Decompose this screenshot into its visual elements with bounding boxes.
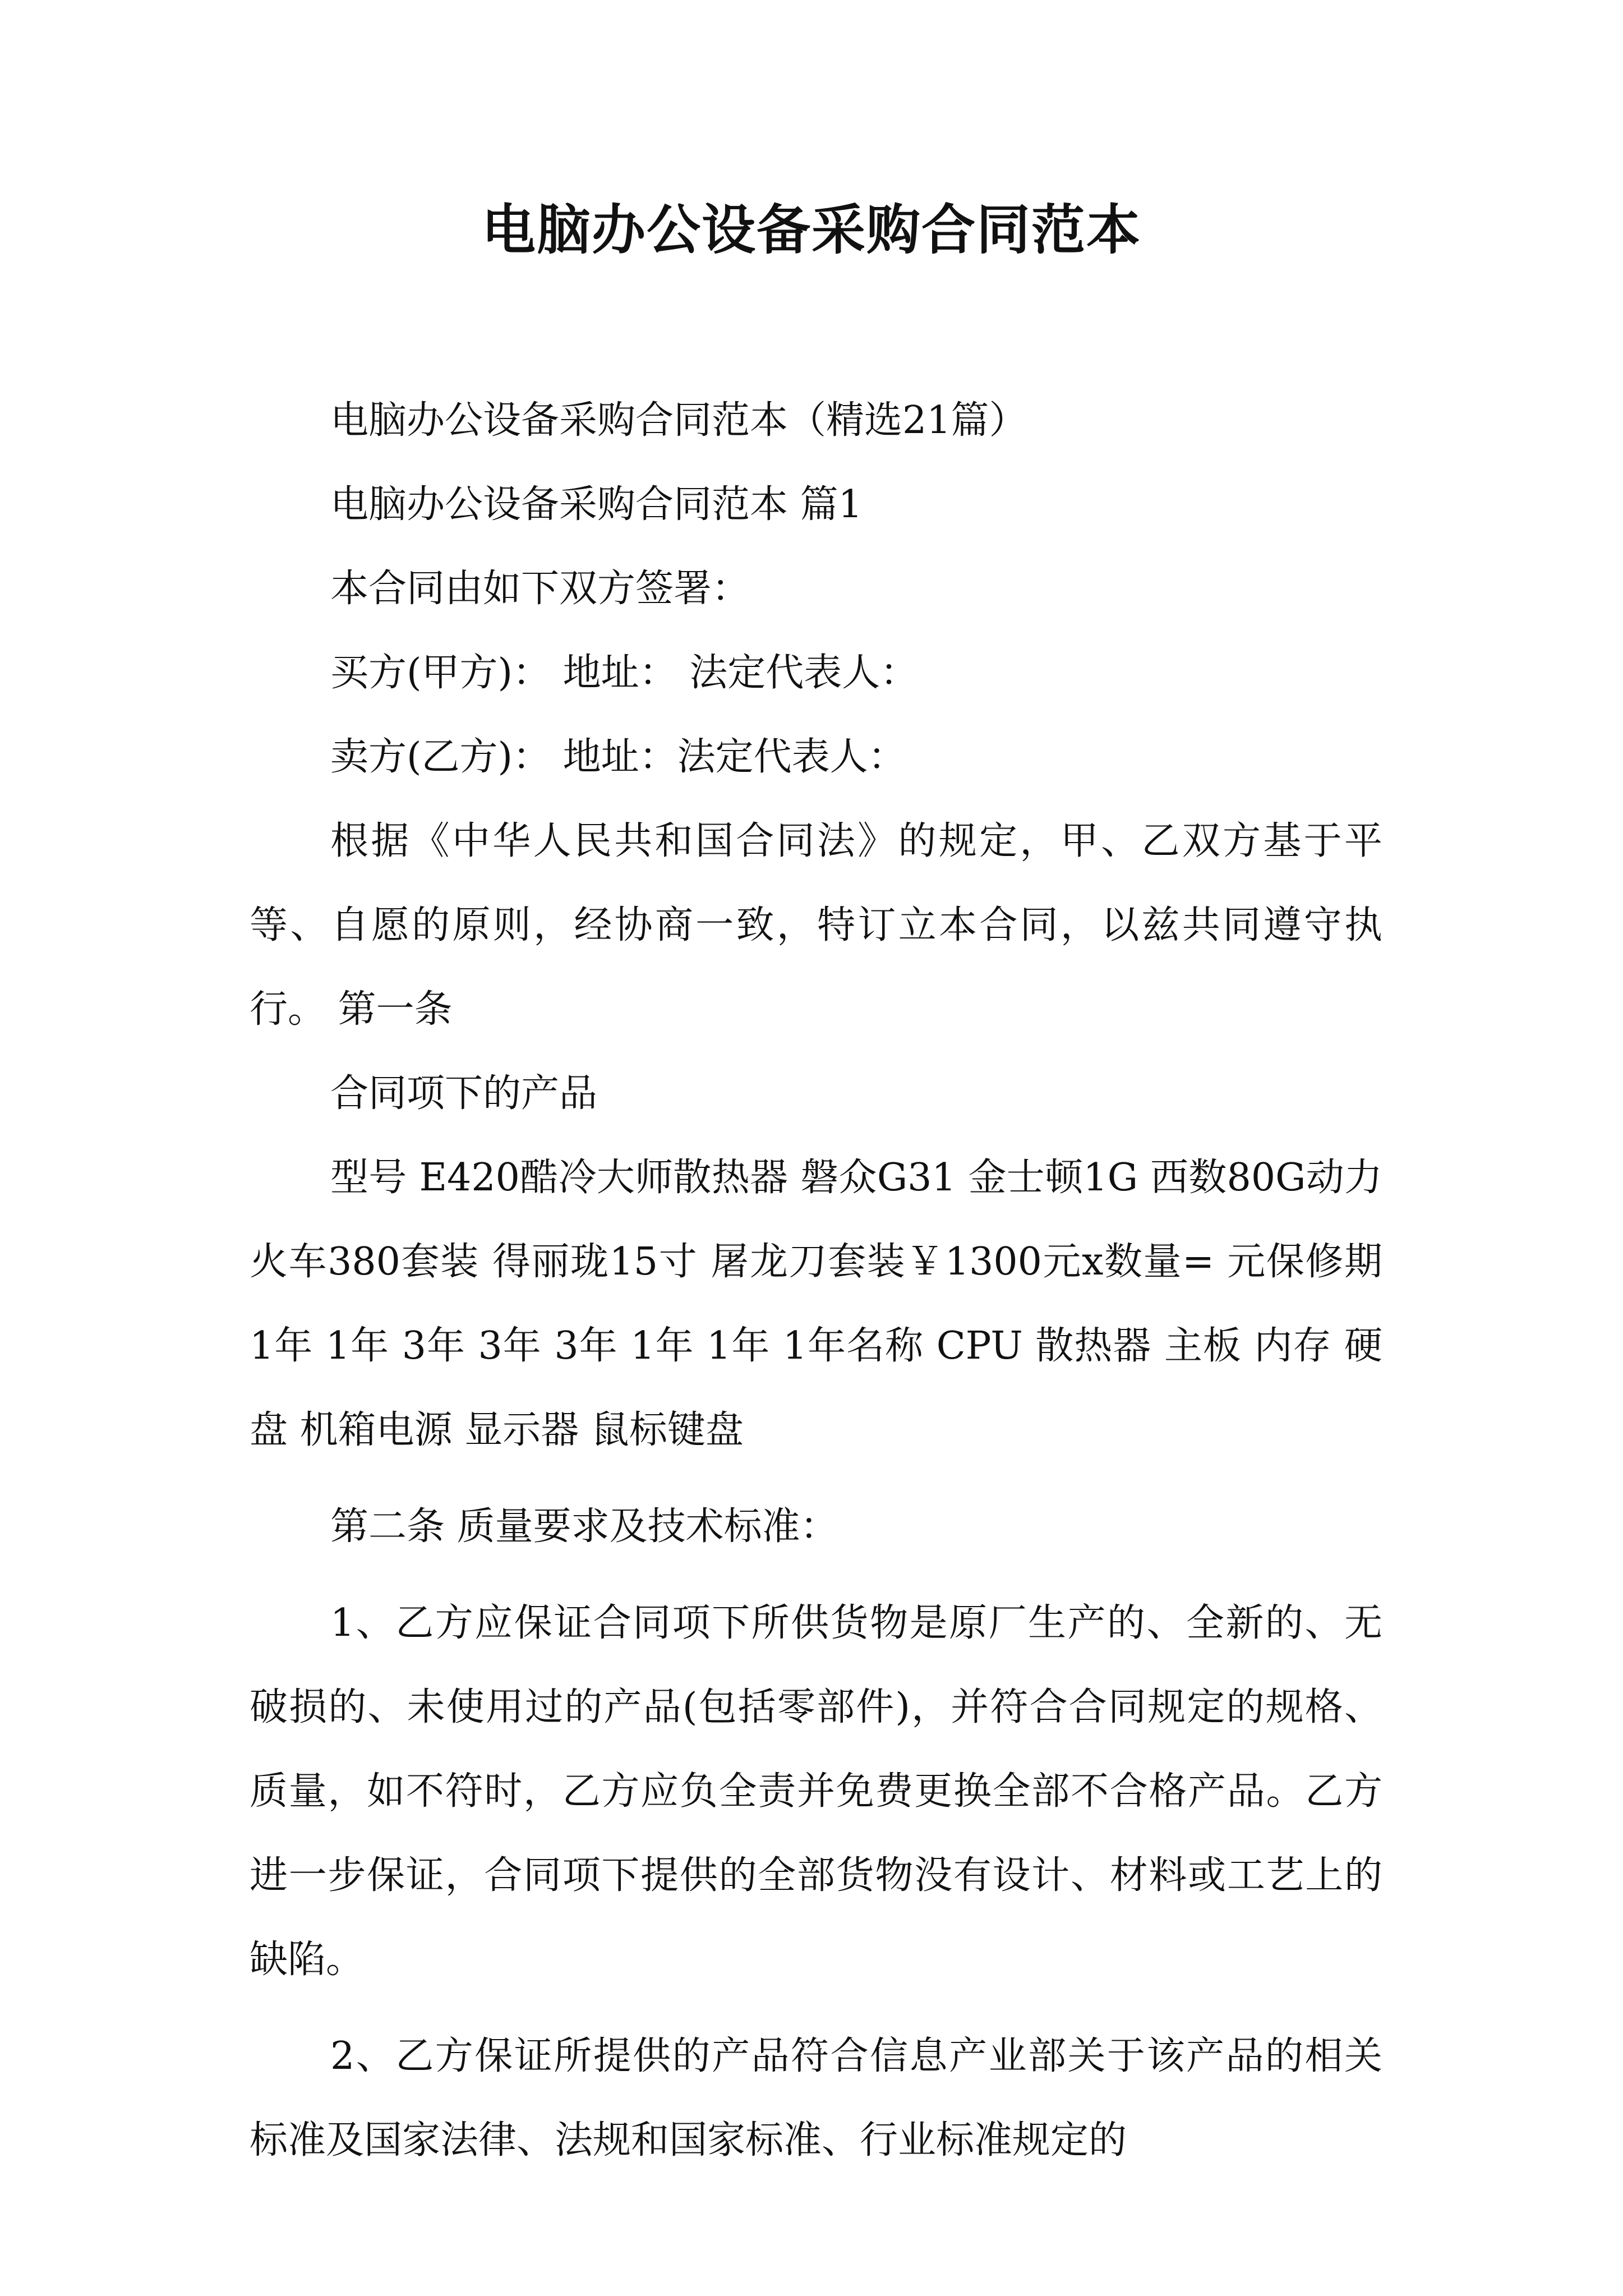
paragraph-preamble: 根据《中华人民共和国合同法》的规定，甲、乙双方基于平等、自愿的原则，经协商一致，特订立本合同，以兹共同遵守执行。 第一条	[250, 819, 1382, 1032]
document-title: 电脑办公设备采购合同范本	[482, 199, 1141, 261]
paragraph-buyer: 买方(甲方)： 地址： 法定代表人：	[330, 651, 919, 695]
paragraph-section-heading: 电脑办公设备采购合同范本 篇1	[330, 482, 863, 527]
paragraph-article-two-heading: 第二条 质量要求及技术标准：	[330, 1504, 838, 1549]
document-body	[250, 379, 1382, 2183]
paragraph-signatories-intro: 本合同由如下双方签署：	[330, 567, 750, 611]
paragraph-seller: 卖方(乙方)： 地址：法定代表人：	[330, 735, 906, 779]
paragraph-subtitle: 电脑办公设备采购合同范本（精选21篇）	[330, 398, 1027, 443]
paragraph-clause-1: 1、乙方应保证合同项下所供货物是原厂生产的、全新的、无破损的、未使用过的产品(包括零部件)，并符合合同规定的规格、质量，如不符时，乙方应负全责并免费更换全部不合格产品。乙方进一步保证，合同项下提供的全部货物没有设计、材料或工艺上的缺陷。	[250, 1601, 1382, 1982]
paragraph-products-heading: 合同项下的产品	[330, 1071, 598, 1116]
paragraph-clause-2: 2、乙方保证所提供的产品符合信息产业部关于该产品的相关标准及国家法律、法规和国家标准、行业标准规定的	[250, 2034, 1382, 2162]
paragraph-products-list: 型号 E420酷冷大师散热器 磐众G31 金士顿1G 西数80G动力火车380套装 得丽珑15寸 屠龙刀套装￥1300元x数量= 元保修期 1年 1年 3年 3年 3年 1年 1年 1年名称 CPU 散热器 主板 内存 硬盘 机箱电源 显示器 鼠标键盘	[250, 1156, 1382, 1452]
